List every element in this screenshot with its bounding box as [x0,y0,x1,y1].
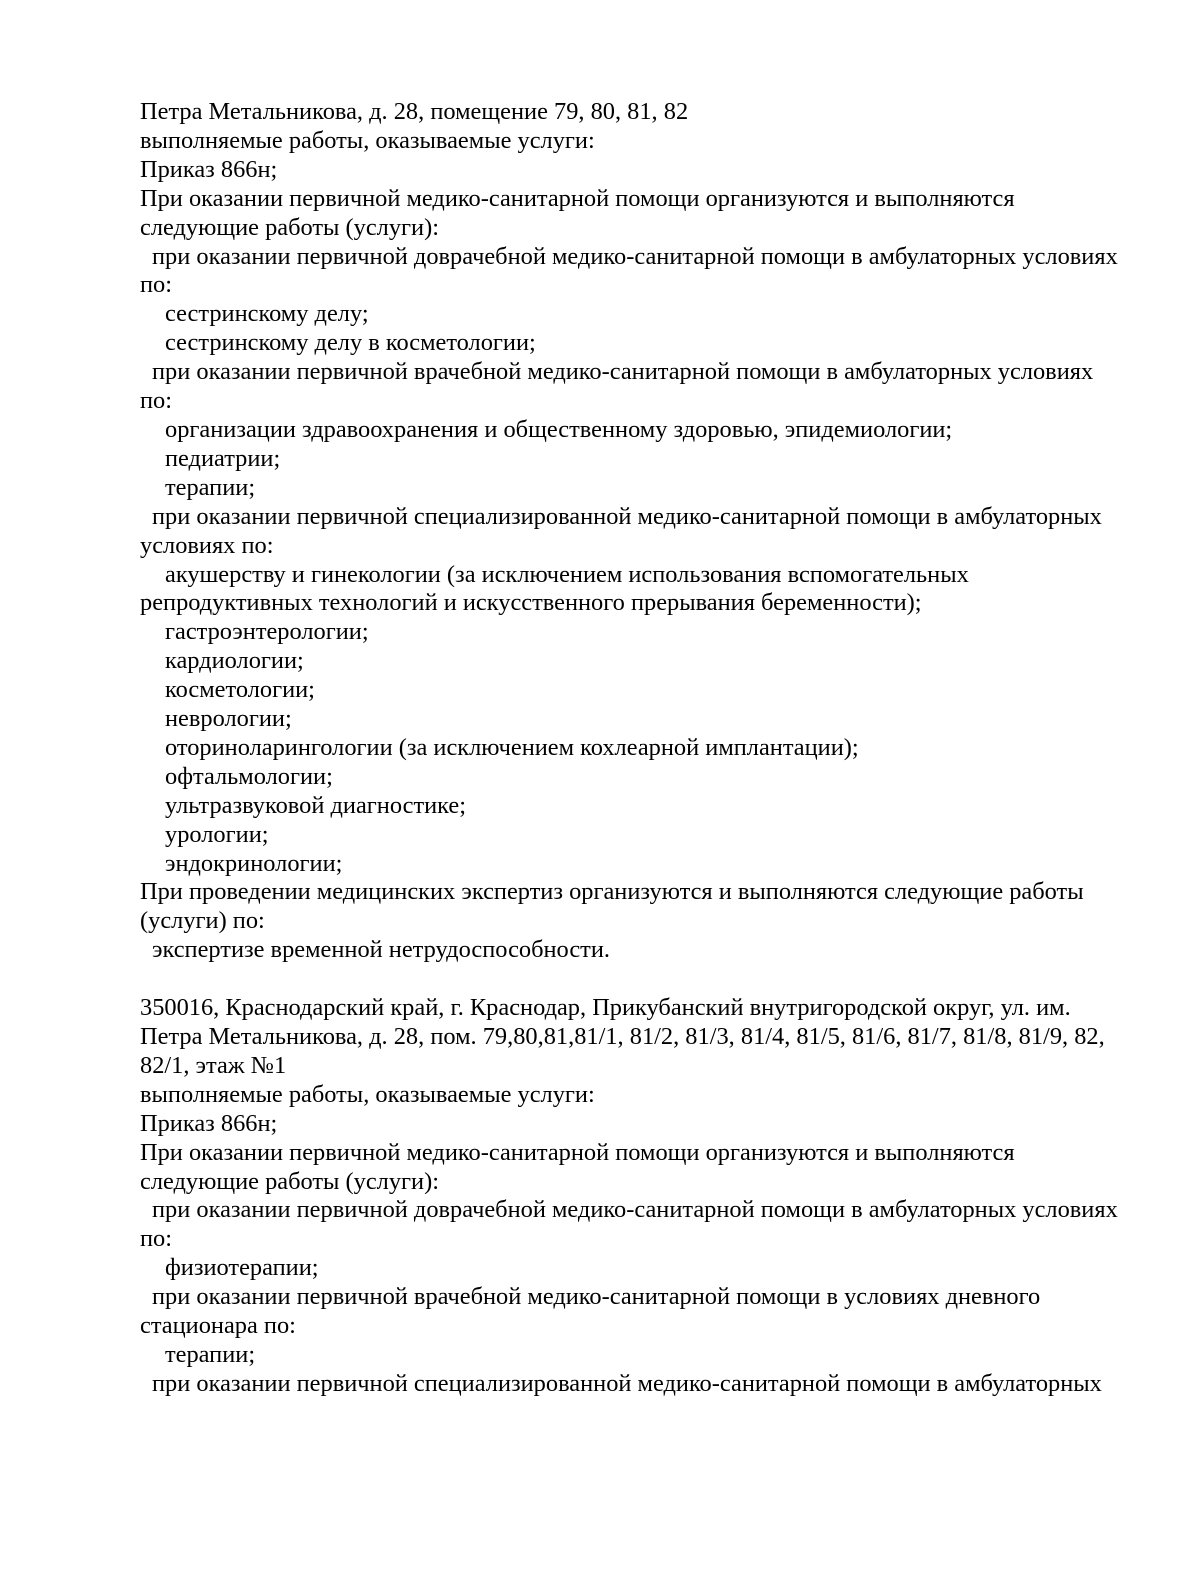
document-paragraph: организации здравоохранения и общественному здоровью, эпидемиологии; [165,415,953,443]
document-paragraph: при оказании первичной врачебной медико-санитарной помощи в условиях дневного стационара по: [140,1283,1041,1340]
document-paragraph: Приказ 866н; [140,155,278,183]
document-paragraph: при оказании первичной специализированной медико-санитарной помощи в амбулаторных условиях по: [140,502,1102,559]
document-paragraph: косметологии; [165,676,315,704]
document-paragraph: акушерству и гинекологии (за исключением использования вспомогательных репродуктивных технологий и искусственного прерывания беременности); [140,560,969,617]
document-paragraph: эндокринологии; [165,849,343,877]
document-paragraph: При проведении медицинских экспертиз организуются и выполняются следующие работы (услуги) по: [140,878,1084,935]
document-paragraph: урологии; [165,820,269,848]
document-paragraph: экспертизе временной нетрудоспособности. [152,936,610,964]
license-section-2 [140,994,1128,1399]
document-paragraph: ультразвуковой диагностике; [165,791,467,819]
document-paragraph: при оказании первичной врачебной медико-санитарной помощи в амбулаторных условиях по: [140,358,1094,415]
document-paragraph: Приказ 866н; [140,1109,278,1137]
document-paragraph: кардиологии; [165,647,304,675]
document-paragraph: сестринскому делу; [165,300,369,328]
document-paragraph: Петра Метальникова, д. 28, помещение 79, 80, 81, 82 [140,98,689,125]
document-paragraph: терапии; [165,473,256,501]
document-paragraph: При оказании первичной медико-санитарной помощи организуются и выполняются следующие работы (услуги): [140,184,1015,241]
document-paragraph: выполняемые работы, оказываемые услуги: [140,126,595,154]
document-paragraph: физиотерапии; [165,1254,319,1282]
document-paragraph: сестринскому делу в косметологии; [165,329,536,357]
document-paragraph: при оказании первичной специализированной медико-санитарной помощи в амбулаторных [152,1369,1102,1397]
document-paragraph: педиатрии; [165,444,281,472]
document-paragraph: при оказании первичной доврачебной медико-санитарной помощи в амбулаторных условиях по: [140,242,1118,299]
document-paragraph: выполняемые работы, оказываемые услуги: [140,1080,595,1108]
document-paragraph: оториноларингологии (за исключением кохлеарной имплантации); [165,733,859,761]
document-paragraph: При оказании первичной медико-санитарной помощи организуются и выполняются следующие работы (услуги): [140,1138,1015,1195]
document-paragraph: офтальмологии; [165,762,333,790]
document-paragraph: неврологии; [165,705,292,733]
license-section-1 [140,98,1128,965]
document-paragraph: при оказании первичной доврачебной медико-санитарной помощи в амбулаторных условиях по: [140,1196,1118,1253]
document-paragraph: терапии; [165,1340,256,1368]
document-paragraph: гастроэнтерологии; [165,618,369,646]
document-paragraph: 350016, Краснодарский край, г. Краснодар, Прикубанский внутригородской округ, ул. им. Петра Метальникова, д. 28, пом. 79,80,81,81/1, 81/2, 81/3, 81/4, 81/5, 81/6, 81/7, 81/8, 81/9, 82, 82/1, этаж №1 [140,994,1105,1079]
